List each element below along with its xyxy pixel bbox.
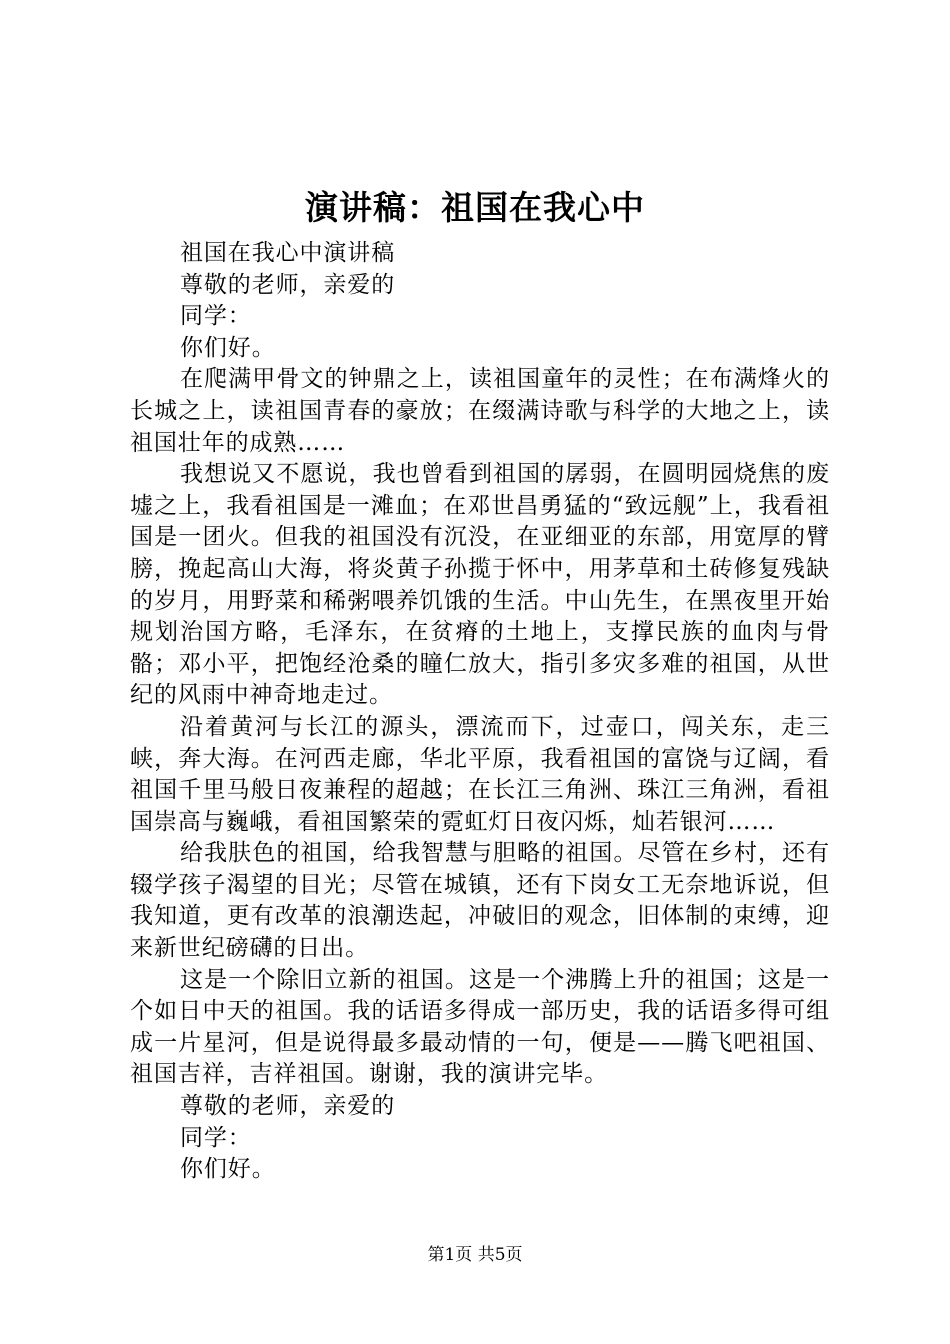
paragraph-body: 在爬满甲骨文的钟鼎之上，读祖国童年的灵性；在布满烽火的长城之上，读祖国青春的豪放；在缀满诗歌与科学的大地之上，读祖国壮年的成熟…… <box>130 366 830 456</box>
paragraph-body: 沿着黄河与长江的源头，漂流而下，过壶口，闯关东，走三峡，奔大海。在河西走廊，华北平原，我看祖国的富饶与辽阔，看祖国千里马般日夜兼程的超越；在长江三角洲、珠江三角洲，看祖国崇高与巍峨，看祖国繁荣的霓虹灯日夜闪烁，灿若银河…… <box>130 713 830 835</box>
paragraph-body: 给我肤色的祖国，给我智慧与胆略的祖国。尽管在乡村，还有辍学孩子渴望的目光；尽管在城镇，还有下岗女工无奈地诉说，但我知道，更有改革的浪潮迭起，冲破旧的观念，旧体制的束缚，迎来新世纪磅礴的日出。 <box>130 840 830 962</box>
paragraph-greeting: 尊敬的老师，亲爱的 <box>180 271 396 298</box>
paragraph-hello: 你们好。 <box>180 334 276 361</box>
page-title: 演讲稿：祖国在我心中 <box>305 188 645 227</box>
paragraph-hello: 你们好。 <box>180 1156 276 1183</box>
document-body <box>130 238 830 1186</box>
paragraph-greeting: 尊敬的老师，亲爱的 <box>180 1093 396 1120</box>
paragraph-body: 我想说又不愿说，我也曾看到祖国的孱弱，在圆明园烧焦的废墟之上，我看祖国是一滩血；在邓世昌勇猛的“致远舰”上，我看祖国是一团火。但我的祖国没有沉没，在亚细亚的东部，用宽厚的臂膀，挽起高山大海，将炎黄子孙揽于怀中，用茅草和土砖修复残缺的岁月，用野菜和稀粥喂养饥饿的生活。中山先生，在黑夜里开始规划治国方略，毛泽东，在贫瘠的土地上，支撑民族的血肉与骨骼；邓小平，把饱经沧桑的瞳仁放大，指引多灾多难的祖国，从世纪的风雨中神奇地走过。 <box>130 461 830 709</box>
paragraph-greeting-addressee: 同学： <box>180 303 252 330</box>
paragraph-greeting-addressee: 同学： <box>180 1124 252 1151</box>
page-number-footer: 第1页 共5页 <box>427 1245 523 1265</box>
paragraph-subtitle: 祖国在我心中演讲稿 <box>180 240 396 266</box>
paragraph-body: 这是一个除旧立新的祖国。这是一个沸腾上升的祖国；这是一个如日中天的祖国。我的话语多得成一部历史，我的话语多得可组成一片星河，但是说得最多最动情的一句，便是——腾飞吧祖国、祖国吉祥，吉祥祖国。谢谢，我的演讲完毕。 <box>130 966 830 1088</box>
